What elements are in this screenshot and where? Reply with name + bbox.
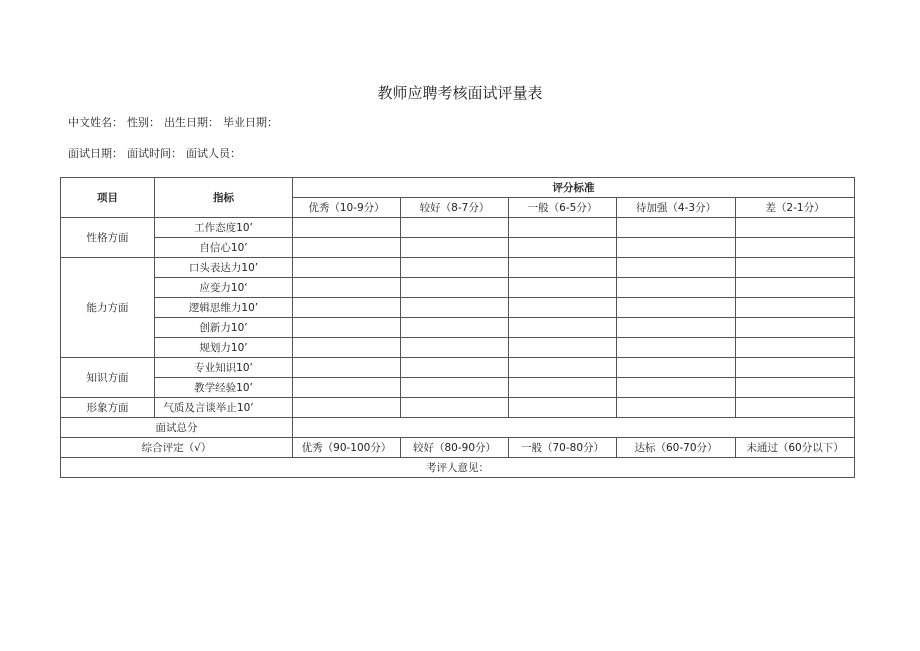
- grade-improve: 待加强（4-3分）: [617, 198, 736, 218]
- indicator-header: 指标: [155, 178, 293, 218]
- score-cell[interactable]: [401, 358, 509, 378]
- score-cell[interactable]: [401, 298, 509, 318]
- score-cell[interactable]: [401, 318, 509, 338]
- score-cell[interactable]: [617, 278, 736, 298]
- score-cell[interactable]: [736, 278, 855, 298]
- table-row: [61, 298, 855, 318]
- indicator-cell: 创新力10’: [155, 318, 293, 338]
- total-label: 面试总分: [61, 418, 293, 438]
- score-cell[interactable]: [293, 238, 401, 258]
- evaluation-table: [60, 177, 855, 478]
- score-cell[interactable]: [617, 398, 736, 418]
- score-cell[interactable]: [736, 218, 855, 238]
- score-cell[interactable]: [401, 398, 509, 418]
- indicator-cell: 规划力10’: [155, 338, 293, 358]
- score-cell[interactable]: [736, 378, 855, 398]
- score-cell[interactable]: [617, 298, 736, 318]
- indicator-cell: 专业知识10’: [155, 358, 293, 378]
- interview-time-label: 面试时间：: [127, 147, 182, 160]
- item-header: 项目: [61, 178, 155, 218]
- interviewer-label: 面试人员：: [186, 147, 241, 160]
- table-row: [61, 238, 855, 258]
- score-cell[interactable]: [509, 218, 617, 238]
- score-cell[interactable]: [736, 398, 855, 418]
- indicator-cell: 应变力10‘: [155, 278, 293, 298]
- group-appearance: 形象方面: [61, 398, 155, 418]
- total-score-cell[interactable]: [293, 418, 855, 438]
- overall-option-good[interactable]: 较好（80-90分）: [401, 438, 509, 458]
- graduation-date-label: 毕业日期：: [223, 116, 278, 129]
- score-cell[interactable]: [736, 238, 855, 258]
- score-cell[interactable]: [736, 298, 855, 318]
- overall-option-excellent[interactable]: 优秀（90-100分）: [293, 438, 401, 458]
- score-cell[interactable]: [293, 298, 401, 318]
- score-cell[interactable]: [617, 218, 736, 238]
- group-ability: 能力方面: [61, 258, 155, 358]
- total-row: [61, 418, 855, 438]
- indicator-cell: 口头表达力10’: [155, 258, 293, 278]
- group-personality: 性格方面: [61, 218, 155, 258]
- score-cell[interactable]: [509, 338, 617, 358]
- grade-average: 一般（6-5分）: [509, 198, 617, 218]
- score-cell[interactable]: [509, 278, 617, 298]
- overall-row: [61, 438, 855, 458]
- score-cell[interactable]: [401, 338, 509, 358]
- group-knowledge: 知识方面: [61, 358, 155, 398]
- score-cell[interactable]: [509, 358, 617, 378]
- score-cell[interactable]: [401, 378, 509, 398]
- score-cell[interactable]: [509, 238, 617, 258]
- score-cell[interactable]: [736, 358, 855, 378]
- score-cell[interactable]: [401, 238, 509, 258]
- opinion-row: [61, 458, 855, 478]
- score-cell[interactable]: [293, 378, 401, 398]
- score-cell[interactable]: [401, 218, 509, 238]
- standard-header: 评分标准: [293, 178, 855, 198]
- table-row: [61, 318, 855, 338]
- score-cell[interactable]: [509, 398, 617, 418]
- score-cell[interactable]: [293, 338, 401, 358]
- indicator-cell: 工作态度10’: [155, 218, 293, 238]
- overall-option-pass[interactable]: 达标（60-70分）: [617, 438, 736, 458]
- name-label: 中文姓名：: [68, 116, 123, 129]
- score-cell[interactable]: [736, 338, 855, 358]
- score-cell[interactable]: [293, 218, 401, 238]
- score-cell[interactable]: [617, 318, 736, 338]
- score-cell[interactable]: [401, 258, 509, 278]
- score-cell[interactable]: [509, 298, 617, 318]
- indicator-cell: 逻辑思维力10’: [155, 298, 293, 318]
- form-title: 教师应聘考核面试评量表: [377, 84, 543, 102]
- score-cell[interactable]: [617, 258, 736, 278]
- score-cell[interactable]: [293, 358, 401, 378]
- overall-option-average[interactable]: 一般（70-80分）: [509, 438, 617, 458]
- grade-good: 较好（8-7分）: [401, 198, 509, 218]
- table-row: [61, 358, 855, 378]
- table-row: [61, 378, 855, 398]
- indicator-cell: 教学经验10’: [155, 378, 293, 398]
- indicator-cell: 气质及言谈举止10’: [155, 398, 293, 418]
- score-cell[interactable]: [736, 258, 855, 278]
- score-cell[interactable]: [736, 318, 855, 338]
- interview-date-label: 面试日期：: [68, 147, 123, 160]
- opinion-label: 考评人意见：: [426, 462, 490, 474]
- score-cell[interactable]: [617, 238, 736, 258]
- score-cell[interactable]: [617, 378, 736, 398]
- grade-poor: 差（2-1分）: [736, 198, 855, 218]
- score-cell[interactable]: [617, 358, 736, 378]
- table-row: [61, 338, 855, 358]
- score-cell[interactable]: [509, 378, 617, 398]
- score-cell[interactable]: [509, 318, 617, 338]
- personal-info-line: [68, 114, 282, 130]
- table-row: [61, 398, 855, 418]
- score-cell[interactable]: [293, 318, 401, 338]
- opinion-cell[interactable]: [61, 458, 855, 478]
- interview-info-line: [68, 145, 245, 161]
- table-row: [61, 218, 855, 238]
- score-cell[interactable]: [293, 398, 401, 418]
- score-cell[interactable]: [293, 278, 401, 298]
- table-row: [61, 278, 855, 298]
- gender-label: 性别：: [127, 116, 160, 129]
- birth-date-label: 出生日期：: [164, 116, 219, 129]
- score-cell[interactable]: [509, 258, 617, 278]
- indicator-cell: 自信心10’: [155, 238, 293, 258]
- overall-label: 综合评定（√）: [61, 438, 293, 458]
- overall-option-fail[interactable]: 未通过（60分以下）: [736, 438, 855, 458]
- table-row: [61, 258, 855, 278]
- grade-excellent: 优秀（10-9分）: [293, 198, 401, 218]
- score-cell[interactable]: [617, 338, 736, 358]
- score-cell[interactable]: [293, 258, 401, 278]
- score-cell[interactable]: [401, 278, 509, 298]
- header-row: [61, 178, 855, 198]
